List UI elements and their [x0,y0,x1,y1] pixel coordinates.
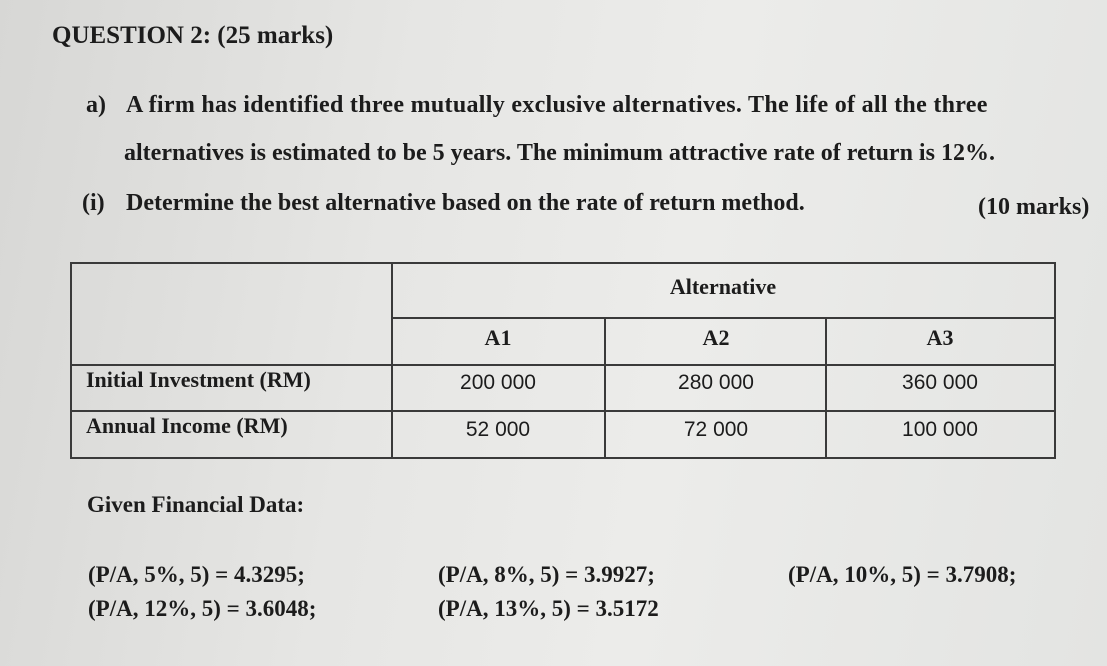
table-divider-header [70,364,1056,366]
financial-formula: (P/A, 5%, 5) = 4.3295; [88,562,305,587]
table-column-header: A1 [484,325,512,350]
table-group-header: Alternative [669,274,777,299]
table-divider-subheader [392,317,1056,319]
given-data-heading: Given Financial Data: [87,492,305,517]
table-column-header: A2 [702,325,730,350]
table-column-header: A3 [926,325,954,350]
table-cell: 52 000 [465,418,531,441]
question-heading: QUESTION 2: (25 marks) [52,22,334,49]
table-cell: 72 000 [683,418,749,441]
table-cell: 100 000 [902,418,978,441]
table-border-left [70,262,72,459]
table-divider-row [70,410,1056,412]
sub-question-i-marks: (10 marks) [978,194,1090,220]
table-border-top [70,262,1056,264]
financial-formula: (P/A, 8%, 5) = 3.9927; [438,562,655,587]
financial-formula: (P/A, 10%, 5) = 3.7908; [788,562,1017,587]
part-a-text-line1: A firm has identified three mutually exclusive alternatives. The life of all the three [126,92,988,118]
table-divider-col-a1 [604,317,606,459]
part-a-text-line2: alternatives is estimated to be 5 years. The minimum attractive rate of return is 12%. [124,140,995,166]
table-cell: 360 000 [902,371,978,394]
table-cell: 200 000 [460,371,536,394]
table-divider-label-col [391,262,393,459]
table-border-right [1054,262,1056,459]
financial-formula: (P/A, 13%, 5) = 3.5172 [438,596,659,621]
table-row-label: Annual Income (RM) [86,413,288,438]
sub-question-i-text: Determine the best alternative based on the rate of return method. [126,190,805,216]
table-border-bottom [70,457,1056,459]
sub-question-i-label: (i) [82,190,105,216]
financial-formula: (P/A, 12%, 5) = 3.6048; [88,596,317,621]
table-cell: 280 000 [678,371,754,394]
table-row-label: Initial Investment (RM) [86,367,311,392]
part-a-label: a) [86,92,106,118]
table-divider-col-a2 [825,317,827,459]
